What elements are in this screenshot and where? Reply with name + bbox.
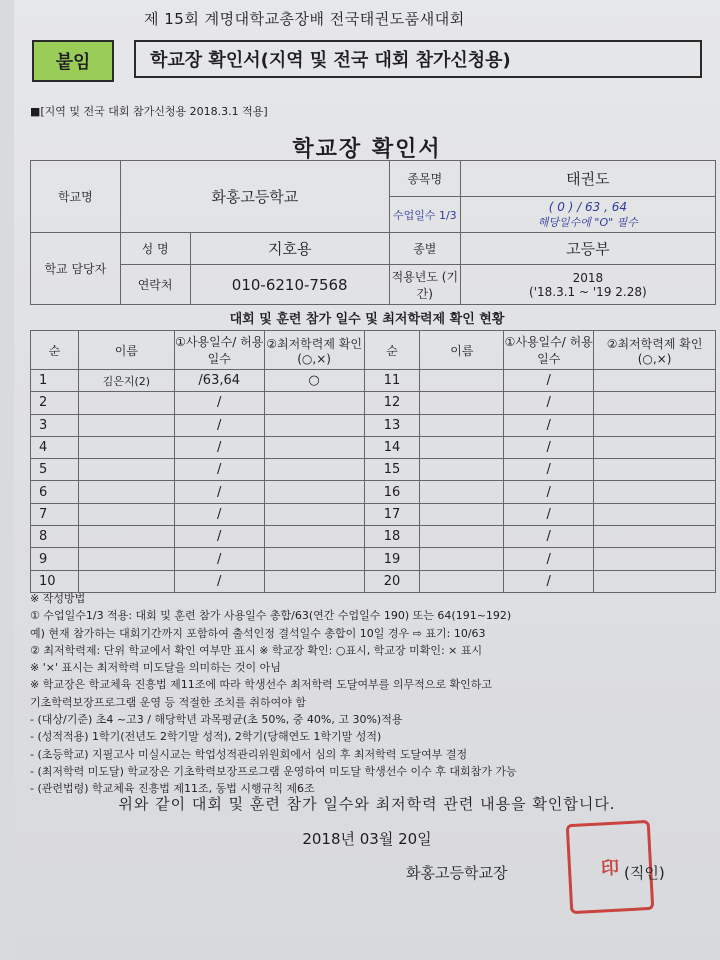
days-used: / — [504, 370, 594, 392]
year-period: ('18.3.1 ~ '19 2.28) — [529, 284, 647, 299]
student-name — [420, 392, 504, 414]
class-days-cell — [460, 197, 715, 233]
student-name — [78, 481, 174, 503]
days-used: / — [174, 526, 264, 548]
instruction-line: - (성적적용) 1학기(전년도 2학기말 성적), 2학기(당해연도 1학기말 성적) — [30, 730, 382, 744]
student-name — [420, 526, 504, 548]
table-row — [31, 503, 716, 525]
instruction-line: ② 최저학력제: 단위 학교에서 확인 여부만 표시 ※ 학교장 확인: ○표시, 학교장 미확인: × 표시 — [30, 643, 483, 657]
minimum-standard-check — [264, 436, 364, 458]
minimum-standard-check — [264, 414, 364, 436]
contact-label: 연락처 — [120, 265, 190, 305]
minimum-standard-check — [594, 526, 716, 548]
minimum-standard-check — [594, 370, 716, 392]
instruction-line: ※ '×' 표시는 최저학력 미도달을 의미하는 것이 아님 — [30, 661, 281, 675]
division-label: 종별 — [389, 233, 460, 265]
row-number: 11 — [364, 370, 420, 392]
year-value: 2018 — [572, 270, 604, 285]
staff-label: 학교 담당자 — [31, 233, 121, 305]
table-row — [31, 392, 716, 414]
row-number: 7 — [31, 503, 79, 525]
event-name-label: 종목명 — [389, 161, 460, 197]
year-label: 적용년도 (기간) — [389, 265, 460, 305]
student-name — [78, 503, 174, 525]
days-used: / — [174, 459, 264, 481]
school-info-table — [30, 160, 716, 305]
minimum-standard-check — [264, 392, 364, 414]
minimum-standard-check — [264, 503, 364, 525]
school-name-value: 화홍고등학교 — [120, 161, 389, 233]
row-number: 19 — [364, 548, 420, 570]
issue-date: 2018년 03월 20일 — [302, 830, 432, 848]
minimum-standard-check — [594, 414, 716, 436]
row-number: 17 — [364, 503, 420, 525]
minimum-standard-check — [594, 392, 716, 414]
header-check: ②최저학력제 확인(○,×) — [594, 331, 716, 370]
instruction-line: - (관련법령) 학교체육 진흥법 제11조, 동법 시행규칙 제6조 — [30, 782, 315, 796]
table-row — [31, 526, 716, 548]
confirmation-statement: 위와 같이 대회 및 훈련 참가 일수와 최저학력 관련 내용을 확인합니다. — [118, 795, 616, 813]
contact-value: 010-6210-7568 — [190, 265, 389, 305]
student-name — [78, 526, 174, 548]
row-number: 5 — [31, 459, 79, 481]
student-name — [78, 414, 174, 436]
minimum-standard-check — [594, 459, 716, 481]
document-subject: 학교장 확인서(지역 및 전국 대회 참가신청용) — [134, 40, 702, 78]
days-used: / — [504, 548, 594, 570]
days-used: / — [504, 436, 594, 458]
minimum-standard-check: ○ — [264, 370, 364, 392]
table-row — [31, 481, 716, 503]
days-used: / — [504, 570, 594, 592]
row-number: 9 — [31, 548, 79, 570]
row-number: 15 — [364, 459, 420, 481]
student-name — [78, 459, 174, 481]
student-name — [420, 503, 504, 525]
days-used: / — [504, 526, 594, 548]
official-seal: 印 — [566, 820, 655, 914]
header-name: 이름 — [420, 331, 504, 370]
instruction-line: 기초학력보장프로그램 운영 등 적절한 조치를 취하여야 함 — [30, 695, 307, 709]
row-number: 12 — [364, 392, 420, 414]
days-used: / — [504, 414, 594, 436]
table-row — [31, 548, 716, 570]
staff-name-value: 지호용 — [190, 233, 389, 265]
event-name-value: 태권도 — [460, 161, 715, 197]
header-name: 이름 — [78, 331, 174, 370]
participation-table — [30, 330, 716, 593]
header-check: ②최저학력제 확인(○,×) — [264, 331, 364, 370]
student-name — [420, 548, 504, 570]
days-used: / — [174, 414, 264, 436]
attachment-badge: 붙임 — [32, 40, 114, 82]
division-value: 고등부 — [460, 233, 715, 265]
row-number: 2 — [31, 392, 79, 414]
document-title: 학교장 확인서 — [292, 137, 442, 162]
minimum-standard-check — [594, 503, 716, 525]
instruction-line: - (초등학교) 지필고사 미실시교는 학업성적관리위원회에서 심의 후 최저학력 도달여부 결정 — [30, 747, 468, 761]
class-days-value: ( 0 ) / 63 , 64 — [548, 199, 627, 214]
school-name-label: 학교명 — [31, 161, 121, 233]
event-title: 제 15회 계명대학교총장배 전국태권도품새대회 — [144, 10, 465, 28]
instructions-heading: ※ 작성방법 — [30, 592, 86, 605]
days-used: / — [174, 570, 264, 592]
days-used: / — [174, 436, 264, 458]
minimum-standard-check — [264, 526, 364, 548]
days-used: / — [174, 503, 264, 525]
days-used: / — [504, 503, 594, 525]
row-number: 4 — [31, 436, 79, 458]
minimum-standard-check — [594, 548, 716, 570]
header-no: 순 — [364, 331, 420, 370]
student-name — [78, 392, 174, 414]
minimum-standard-check — [264, 548, 364, 570]
days-used: / — [174, 548, 264, 570]
row-number: 14 — [364, 436, 420, 458]
minimum-standard-check — [594, 436, 716, 458]
row-number: 1 — [31, 370, 79, 392]
table-header-row — [31, 331, 716, 370]
row-number: 3 — [31, 414, 79, 436]
student-name — [420, 481, 504, 503]
staff-name-label: 성 명 — [120, 233, 190, 265]
principal-signature: 화홍고등학교장 — [406, 864, 508, 882]
table-row — [31, 459, 716, 481]
student-name — [420, 370, 504, 392]
row-number: 16 — [364, 481, 420, 503]
writing-instructions — [30, 590, 710, 798]
minimum-standard-check — [594, 481, 716, 503]
row-number: 10 — [31, 570, 79, 592]
table-row — [31, 414, 716, 436]
instruction-line: 예) 현재 참가하는 대회기간까지 포함하여 출석인정 결석일수 총합이 10일 경우 ⇨ 표기: 10/63 — [30, 626, 486, 640]
document-page — [14, 0, 720, 960]
table-row — [31, 436, 716, 458]
status-table-title: 대회 및 훈련 참가 일수 및 최저학력제 확인 현황 — [229, 312, 505, 327]
header-days: ①사용일수/ 허용일수 — [174, 331, 264, 370]
row-number: 20 — [364, 570, 420, 592]
row-number: 18 — [364, 526, 420, 548]
instruction-line: - (대상/기준) 초4 ~고3 / 해당학년 과목평균(초 50%, 중 40%, 고 30%)적용 — [30, 713, 403, 727]
student-name — [78, 436, 174, 458]
row-number: 8 — [31, 526, 79, 548]
instruction-line: ① 수업일수1/3 적용: 대회 및 훈련 참가 사용일수 총합/63(연간 수업일수 190) 또는 64(191~192) — [30, 609, 512, 623]
student-name — [78, 548, 174, 570]
row-number: 13 — [364, 414, 420, 436]
student-name — [420, 436, 504, 458]
applicability-notice: ■[지역 및 전국 대회 참가신청용 2018.3.1 적용] — [30, 105, 268, 118]
header-no: 순 — [31, 331, 79, 370]
header-days: ①사용일수/ 허용일수 — [504, 331, 594, 370]
student-name: 김은지(2) — [78, 370, 174, 392]
days-used: / — [174, 392, 264, 414]
instruction-line: - (최저학력 미도달) 학교장은 기초학력보장프로그램 운영하여 미도달 학생선수 이수 후 대회참가 가능 — [30, 764, 517, 778]
class-days-note: 해당일수에 "O" 필수 — [537, 215, 638, 229]
days-used: / — [504, 481, 594, 503]
table-row — [31, 370, 716, 392]
days-used: / — [504, 392, 594, 414]
seal-label: (직인) — [624, 864, 665, 882]
minimum-standard-check — [264, 459, 364, 481]
student-name — [420, 459, 504, 481]
days-used: / — [504, 459, 594, 481]
days-used: /63,64 — [174, 370, 264, 392]
student-name — [420, 414, 504, 436]
days-used: / — [174, 481, 264, 503]
class-days-label: 수업일수 1/3 — [389, 197, 460, 233]
year-cell — [460, 265, 715, 305]
instruction-line: ※ 학교장은 학교체육 진흥법 제11조에 따라 학생선수 최저학력 도달여부를 의무적으로 확인하고 — [30, 678, 492, 692]
row-number: 6 — [31, 481, 79, 503]
minimum-standard-check — [264, 481, 364, 503]
